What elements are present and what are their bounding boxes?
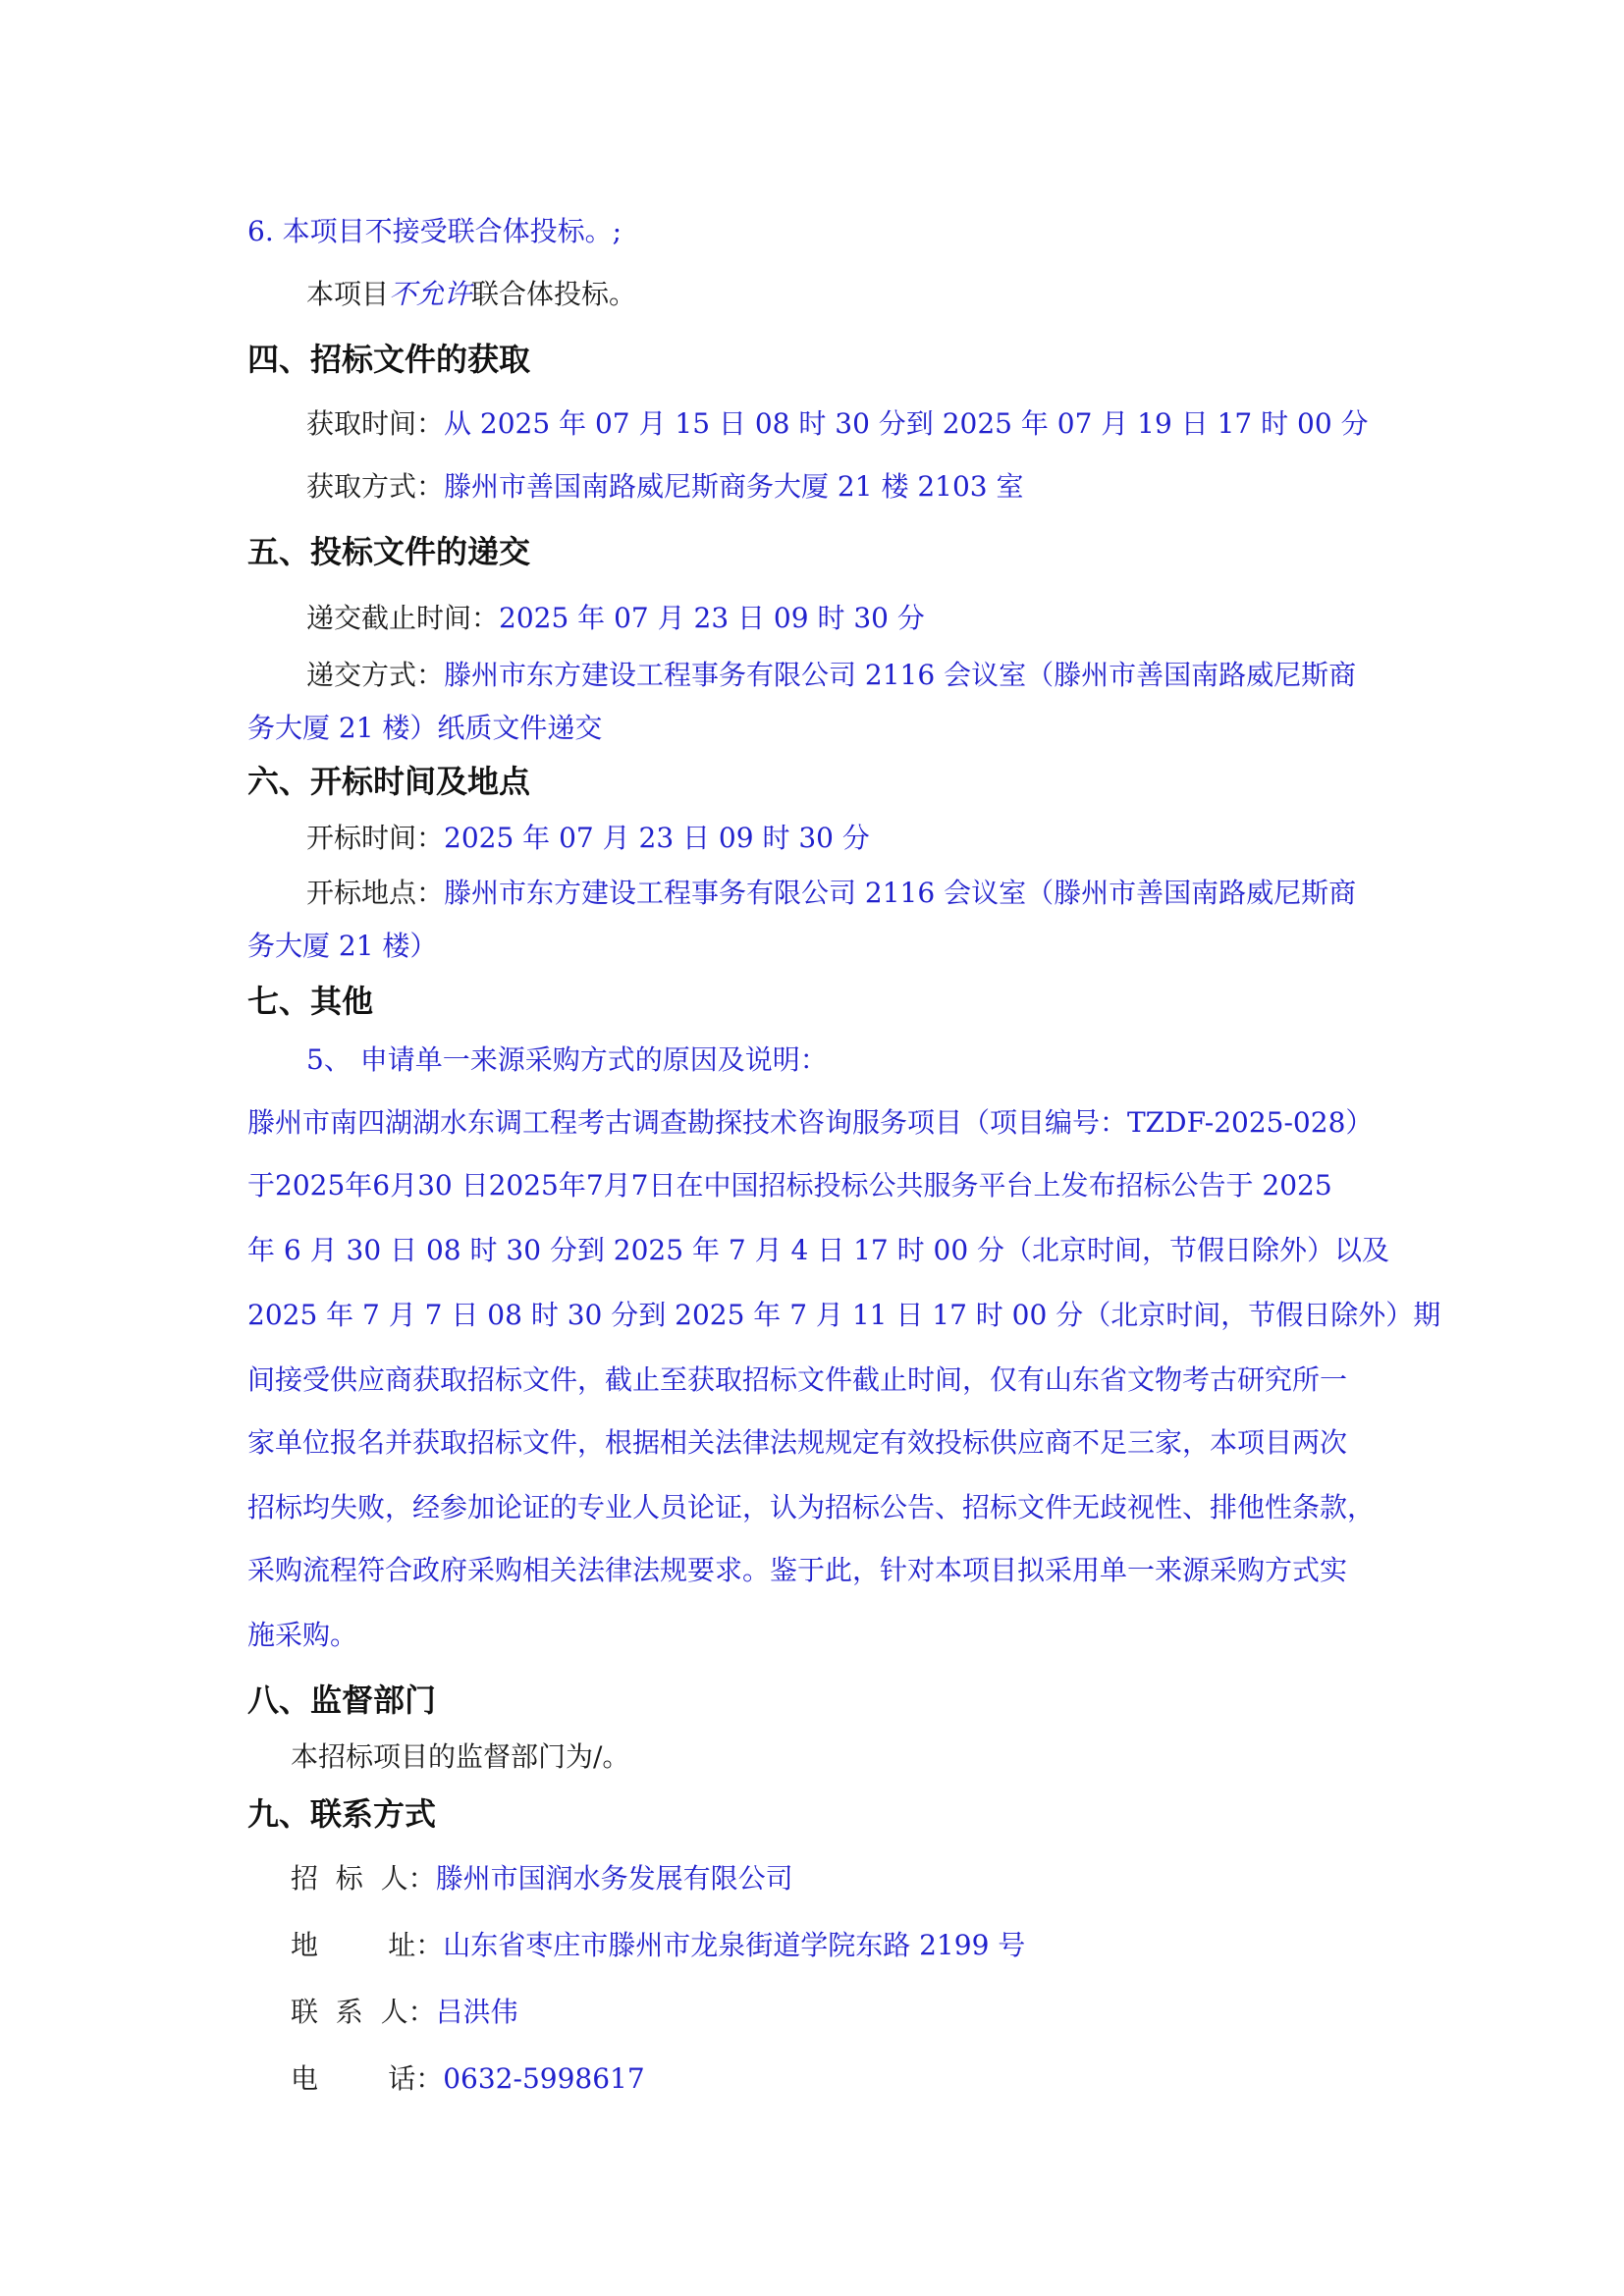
consortium-statement (306, 275, 636, 314)
contact-tenderer (291, 1859, 793, 1898)
consortium-value: 不允许 (389, 278, 472, 310)
section-6-time (306, 819, 870, 858)
section-5-method-label: 递交方式： (306, 659, 445, 691)
section-4-time-label: 获取时间： (306, 407, 445, 440)
section-4-method-value: 滕州市善国南路威尼斯商务大厦 21 楼 2103 室 (444, 470, 1024, 503)
section-7-line-7: 招标均失败，经参加论证的专业人员论证，认为招标公告、招标文件无歧视性、排他性条款， (247, 1491, 1376, 1523)
section-5-method-value-line1: 滕州市东方建设工程事务有限公司 2116 会议室（滕州市善国南路威尼斯商 (444, 659, 1357, 691)
section-7-subheading: 5、 申请单一来源采购方式的原因及说明： (306, 1043, 828, 1076)
section-9-heading: 九、联系方式 (247, 1795, 437, 1833)
section-6-place (306, 874, 1356, 913)
address-label: 地 址： (291, 1929, 444, 1961)
section-5-deadline-label: 递交截止时间： (306, 602, 500, 634)
section-4-method (306, 467, 1024, 507)
section-5-method-value-line2: 务大厦 21 楼）纸质文件递交 (247, 712, 603, 744)
contact-address (291, 1926, 1025, 1965)
tenderer-value: 滕州市国润水务发展有限公司 (435, 1862, 793, 1895)
section-6-place-value-line2: 务大厦 21 楼） (247, 930, 438, 962)
contact-value: 吕洪伟 (435, 1996, 518, 2028)
section-6-time-label: 开标时间： (306, 822, 445, 854)
section-5-deadline (306, 599, 925, 638)
section-4-heading: 四、招标文件的获取 (247, 341, 531, 378)
contact-person (291, 1993, 518, 2032)
item-6-text: 6. 本项目不接受联合体投标。; (247, 215, 623, 247)
section-4-method-label: 获取方式： (306, 470, 445, 503)
section-7-heading: 七、其他 (247, 983, 374, 1020)
consortium-prefix: 本项目 (306, 278, 390, 310)
contact-phone (291, 2059, 645, 2099)
section-4-time (306, 404, 1369, 444)
section-6-place-label: 开标地点： (306, 877, 445, 909)
section-5-heading: 五、投标文件的递交 (247, 533, 531, 570)
section-7-line-2: 于2025年6月30 日2025年7月7日在中国招标投标公共服务平台上发布招标公告于 2025 (247, 1169, 1332, 1201)
section-4-time-value: 从 2025 年 07 月 15 日 08 时 30 分到 2025 年 07 月 19 日 17 时 00 分 (444, 407, 1369, 440)
tenderer-label: 招 标 人： (291, 1862, 436, 1895)
phone-value: 0632-5998617 (443, 2062, 645, 2095)
section-7-line-5: 间接受供应商获取招标文件，截止至获取招标文件截止时间，仅有山东省文物考古研究所一 (247, 1363, 1348, 1396)
section-6-heading: 六、开标时间及地点 (247, 763, 531, 800)
contact-label: 联 系 人： (291, 1996, 436, 2028)
section-7-line-3: 年 6 月 30 日 08 时 30 分到 2025 年 7 月 4 日 17 时 00 分（北京时间，节假日除外）以及 (247, 1234, 1390, 1266)
section-8-text: 本招标项目的监督部门为/。 (291, 1740, 630, 1773)
section-7-line-4: 2025 年 7 月 7 日 08 时 30 分到 2025 年 7 月 11 日 17 时 00 分（北京时间，节假日除外）期 (247, 1299, 1441, 1331)
section-7-line-8: 采购流程符合政府采购相关法律法规要求。鉴于此，针对本项目拟采用单一来源采购方式实 (247, 1554, 1348, 1586)
section-5-deadline-value: 2025 年 07 月 23 日 09 时 30 分 (499, 602, 925, 634)
section-6-time-value: 2025 年 07 月 23 日 09 时 30 分 (444, 822, 870, 854)
section-7-line-9: 施采购。 (247, 1619, 358, 1651)
consortium-suffix: 联合体投标。 (471, 278, 637, 310)
section-6-place-value-line1: 滕州市东方建设工程事务有限公司 2116 会议室（滕州市善国南路威尼斯商 (444, 877, 1357, 909)
address-value: 山东省枣庄市滕州市龙泉街道学院东路 2199 号 (443, 1929, 1026, 1961)
section-7-line-6: 家单位报名并获取招标文件，根据相关法律法规规定有效投标供应商不足三家，本项目两次 (247, 1426, 1348, 1459)
section-7-line-1: 滕州市南四湖湖水东调工程考古调查勘探技术咨询服务项目（项目编号：TZDF-2025-028） (247, 1106, 1374, 1139)
phone-label: 电 话： (291, 2062, 444, 2095)
section-5-method (306, 656, 1356, 695)
section-8-heading: 八、监督部门 (247, 1682, 437, 1719)
